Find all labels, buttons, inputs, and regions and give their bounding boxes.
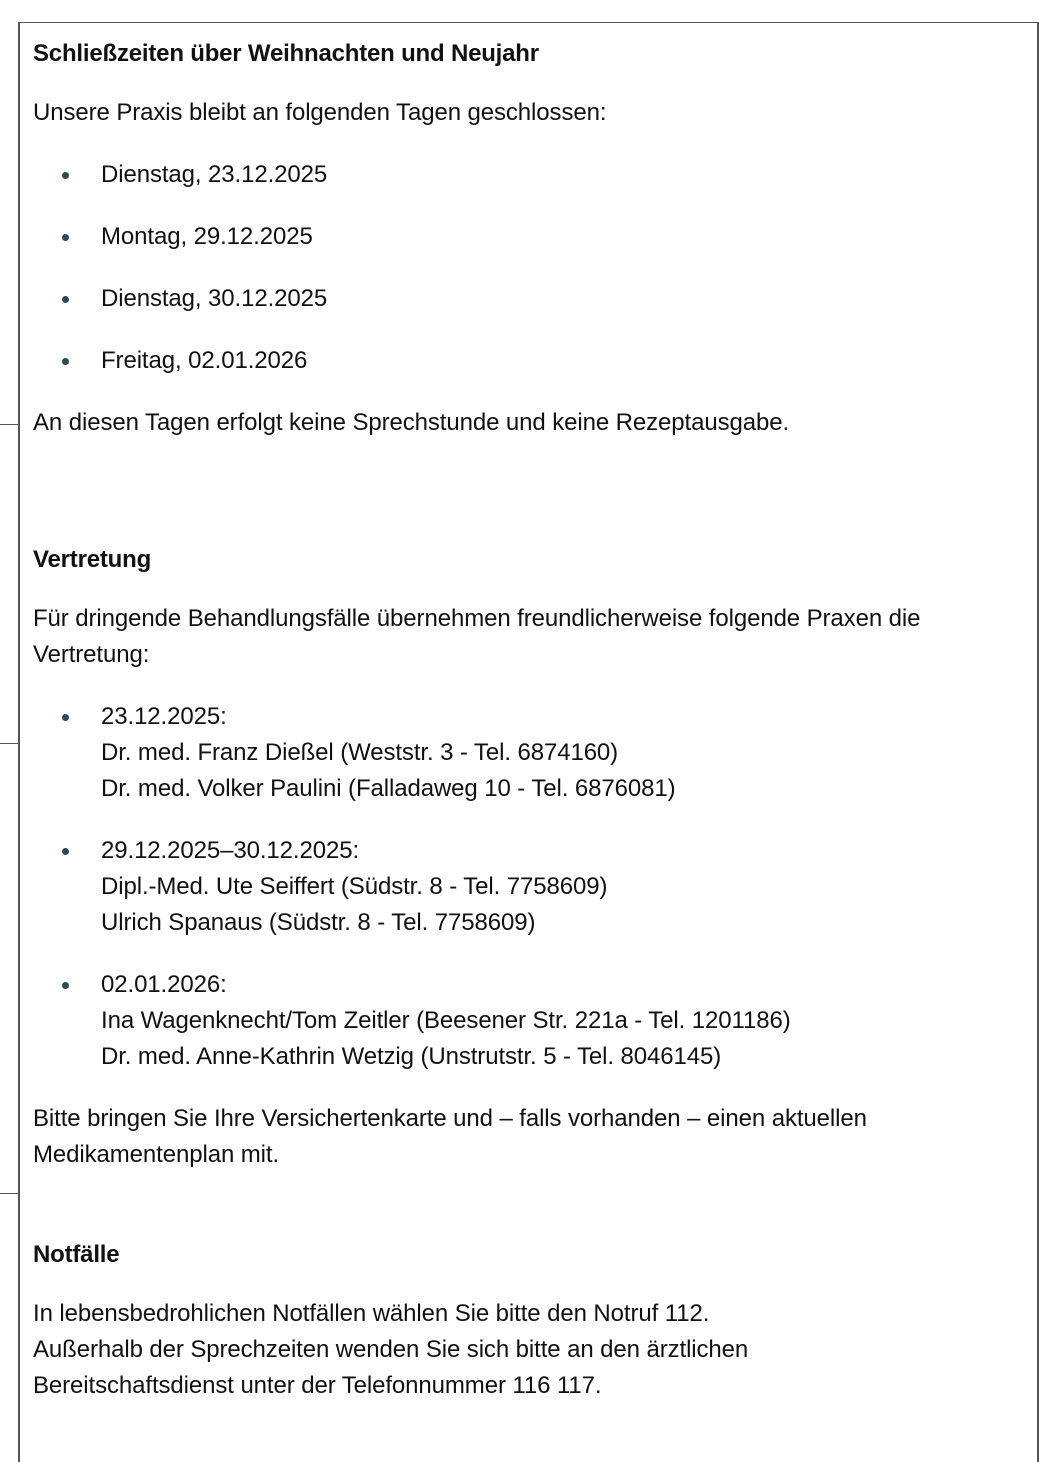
bullet-icon <box>62 234 69 241</box>
substitution-practice: Dr. med. Franz Dießel (Weststr. 3 - Tel. 6874160) <box>101 739 619 766</box>
substitution-heading: Vertretung <box>33 546 152 573</box>
bullet-icon <box>62 358 69 365</box>
emergency-line: Außerhalb der Sprechzeiten wenden Sie sich bitte an den ärztlichen Bereitschaftsdienst unter der Telefonnummer 116 117. <box>33 1336 749 1399</box>
substitution-entry <box>33 699 1023 807</box>
substitution-date: 29.12.2025–30.12.2025: <box>101 837 360 864</box>
closures-heading: Schließzeiten über Weihnachten und Neujahr <box>33 40 539 67</box>
substitution-intro: Für dringende Behandlungsfälle übernehmen freundlicherweise folgende Praxen die Vertretung: <box>33 605 921 668</box>
substitution-note: Bitte bringen Sie Ihre Versichertenkarte und – falls vorhanden – einen aktuellen Medikamentenplan mit. <box>33 1105 867 1168</box>
closure-day-item <box>33 219 1023 255</box>
margin-tick <box>0 1193 19 1194</box>
bullet-icon <box>62 848 69 855</box>
closure-day-item <box>33 281 1023 317</box>
substitution-entry <box>33 967 1023 1075</box>
margin-tick <box>0 743 19 744</box>
substitution-date: 23.12.2025: <box>101 703 227 730</box>
closure-day-text: Montag, 29.12.2025 <box>101 223 313 250</box>
document-content <box>33 22 1023 1404</box>
substitution-practice: Ulrich Spanaus (Südstr. 8 - Tel. 7758609) <box>101 909 536 936</box>
substitution-practice: Dr. med. Volker Paulini (Falladaweg 10 - Tel. 6876081) <box>101 775 676 802</box>
substitution-practice: Ina Wagenknecht/Tom Zeitler (Beesener Str. 221a - Tel. 1201186) <box>101 1007 791 1034</box>
closure-day-text: Dienstag, 30.12.2025 <box>101 285 328 312</box>
closure-day-item <box>33 343 1023 379</box>
substitution-practice: Dipl.-Med. Ute Seiffert (Südstr. 8 - Tel. 7758609) <box>101 873 608 900</box>
margin-tick <box>0 424 19 425</box>
substitution-practice: Dr. med. Anne-Kathrin Wetzig (Unstrutstr. 5 - Tel. 8046145) <box>101 1043 722 1070</box>
closure-day-text: Dienstag, 23.12.2025 <box>101 161 328 188</box>
substitution-date: 02.01.2026: <box>101 971 227 998</box>
substitution-entry <box>33 833 1023 941</box>
closure-days-list <box>33 157 1023 379</box>
bullet-icon <box>62 714 69 721</box>
emergency-line: In lebensbedrohlichen Notfällen wählen Sie bitte den Notruf 112. <box>33 1300 710 1327</box>
bullet-icon <box>62 172 69 179</box>
bullet-icon <box>62 982 69 989</box>
closure-day-text: Freitag, 02.01.2026 <box>101 347 308 374</box>
bullet-icon <box>62 296 69 303</box>
substitution-list <box>33 699 1023 1075</box>
emergency-heading: Notfälle <box>33 1241 120 1268</box>
closure-day-item <box>33 157 1023 193</box>
closures-note: An diesen Tagen erfolgt keine Sprechstunde und keine Rezeptausgabe. <box>33 409 790 436</box>
closures-intro: Unsere Praxis bleibt an folgenden Tagen geschlossen: <box>33 99 607 126</box>
